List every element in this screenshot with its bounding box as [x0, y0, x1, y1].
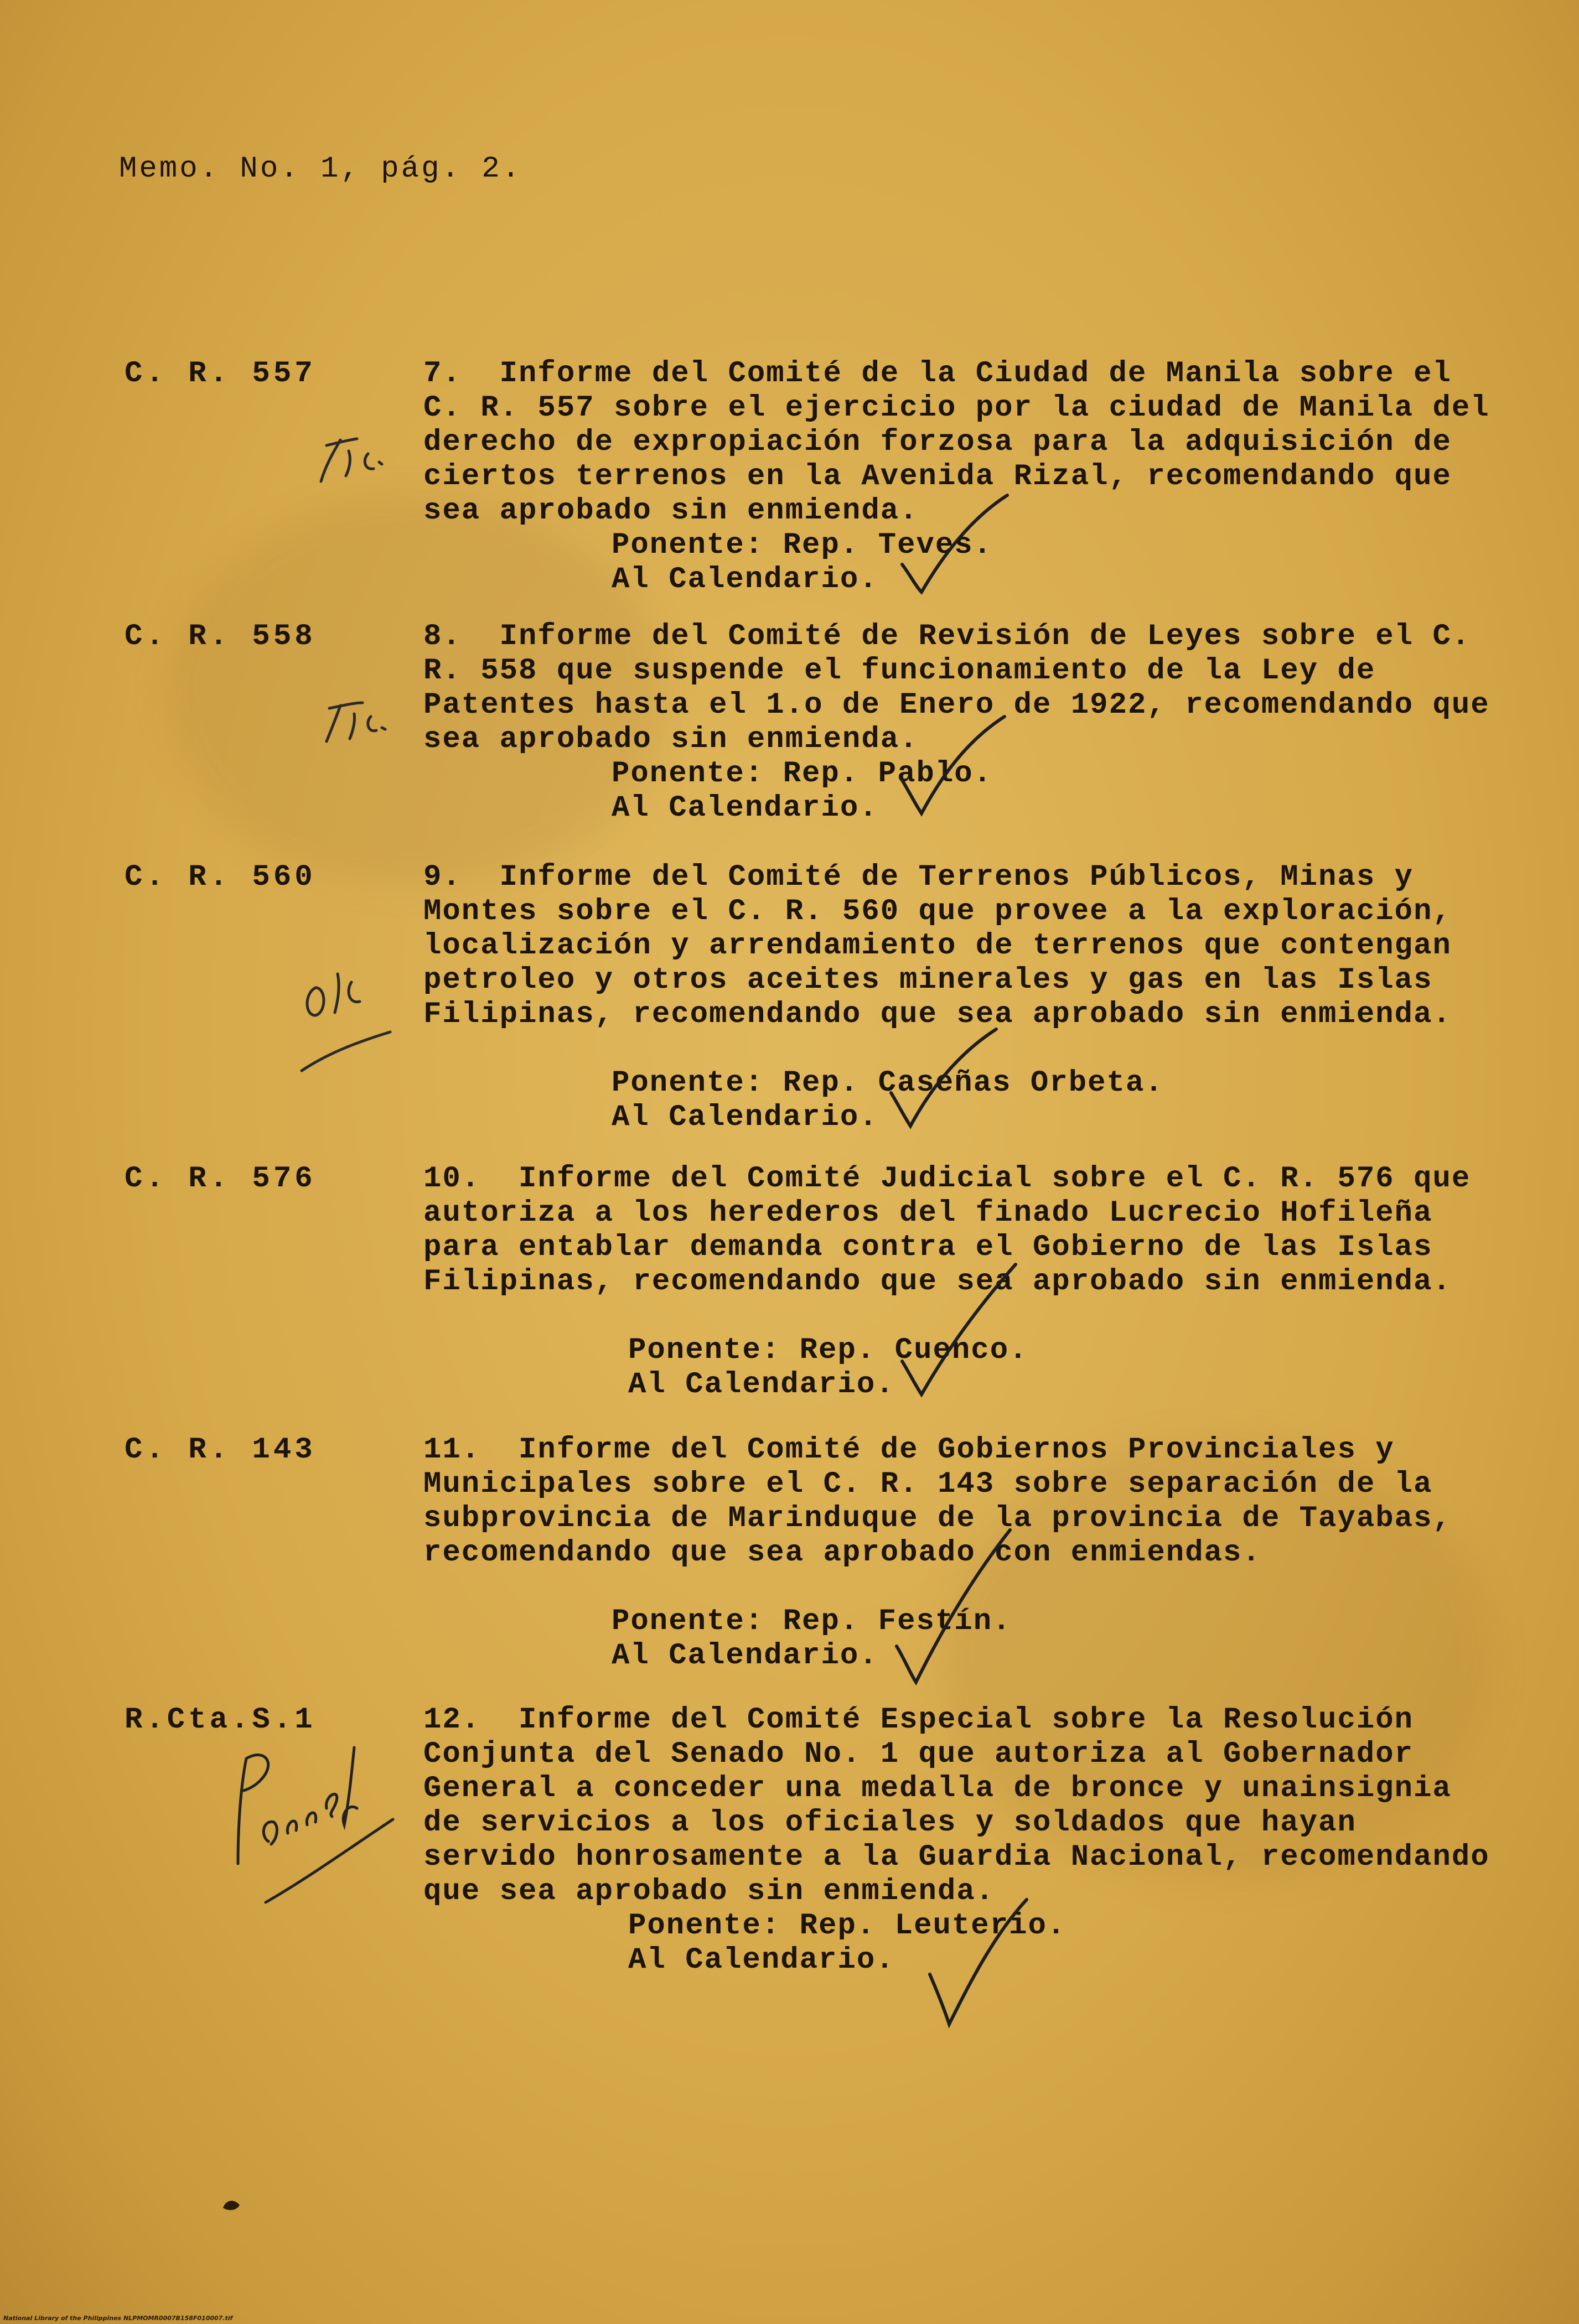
check-mark-icon: [891, 1527, 1018, 1688]
bill-number: C. R. 557: [125, 357, 316, 391]
ponente-line: Ponente: Rep. Festín.: [612, 1605, 1012, 1638]
ponente-line: Ponente: Rep. Cuenco.: [628, 1334, 1028, 1367]
check-mark-icon: [886, 1026, 1007, 1132]
entry-text: 7. Informe del Comité de la Ciudad de Manila sobre el C. R. 557 sobre el ejercicio por la ciudad de Manila del derecho de expropiación forzosa para la adquisición de ciertos terrenos en la Avenida Rizal, recomendando que sea aprobado sin enmienda.: [423, 357, 1509, 528]
calendario-line: Al Calendario.: [628, 1368, 895, 1402]
ink-blot: [220, 2194, 242, 2216]
bill-number: R.Cta.S.1: [125, 1703, 316, 1737]
handwritten-initials-mark: [293, 960, 404, 1082]
entry-text: 10. Informe del Comité Judicial sobre el C. R. 576 que autoriza a los herederos del finado Lucrecio Hofileña para entablar demanda contra el Gobierno de las Islas Filipinas, recomendando que sea aprobado sin enmienda.: [423, 1162, 1490, 1299]
bill-number: C. R. 143: [125, 1433, 316, 1467]
calendario-line: Al Calendario.: [612, 1101, 878, 1134]
handwritten-passed-mark: [216, 1725, 415, 1924]
calendario-line: Al Calendario.: [612, 563, 878, 596]
ponente-line: Ponente: Rep. Leuterio.: [628, 1909, 1067, 1943]
check-mark-icon: [897, 1262, 1024, 1400]
bill-number: C. R. 576: [125, 1162, 316, 1196]
check-mark-icon: [924, 1897, 1035, 2030]
calendario-line: Al Calendario.: [628, 1943, 895, 1977]
memo-header: Memo. No. 1, pág. 2.: [119, 152, 522, 186]
handwritten-initials-mark: [321, 697, 410, 747]
entry-text: 12. Informe del Comité Especial sobre la Resolución Conjunta del Senado No. 1 que autoriza al Gobernador General a conceder una medalla de bronce y unainsignia de servicios a los oficiales y soldados que hayan servido honrosamente a la Guardia Nacional, recomendando que sea aprobado sin enmienda.: [423, 1703, 1509, 1908]
entry-text: 8. Informe del Comité de Revisión de Leyes sobre el C. R. 558 que suspende el funcionamiento de la Ley de Patentes hasta el 1.o de Enero de 1922, recomendando que sea aprobado sin enmienda.: [423, 620, 1509, 756]
entry-text: 11. Informe del Comité de Gobiernos Provinciales y Municipales sobre el C. R. 143 sobre separación de la subprovincia de Marinduque de la provincia de Tayabas, recomendando que sea aprobado con enmiendas.: [423, 1433, 1471, 1570]
entry-text: 9. Informe del Comité de Terrenos Públicos, Minas y Montes sobre el C. R. 560 que provee a la exploración, localización y arrendamiento de terrenos que contengan petroleo y otros aceites minerales y gas en las Islas Filipinas, recomendando que sea aprobado sin enmienda.: [423, 860, 1471, 1031]
calendario-line: Al Calendario.: [612, 1639, 878, 1673]
calendario-line: Al Calendario.: [612, 791, 878, 825]
archive-footer: National Library of the Philippines NLPMOMR0007B158F010007.tif: [3, 2315, 233, 2322]
handwritten-initials-mark: [315, 429, 404, 490]
bill-number: C. R. 558: [125, 620, 316, 653]
ponente-line: Ponente: Rep. Teves.: [612, 528, 993, 562]
check-mark-icon: [897, 492, 1018, 598]
check-mark-icon: [897, 714, 1013, 819]
ponente-line: Ponente: Rep. Caseñas Orbeta.: [612, 1066, 1164, 1100]
bill-number: C. R. 560: [125, 860, 316, 894]
ponente-line: Ponente: Rep. Pablo.: [612, 757, 993, 791]
